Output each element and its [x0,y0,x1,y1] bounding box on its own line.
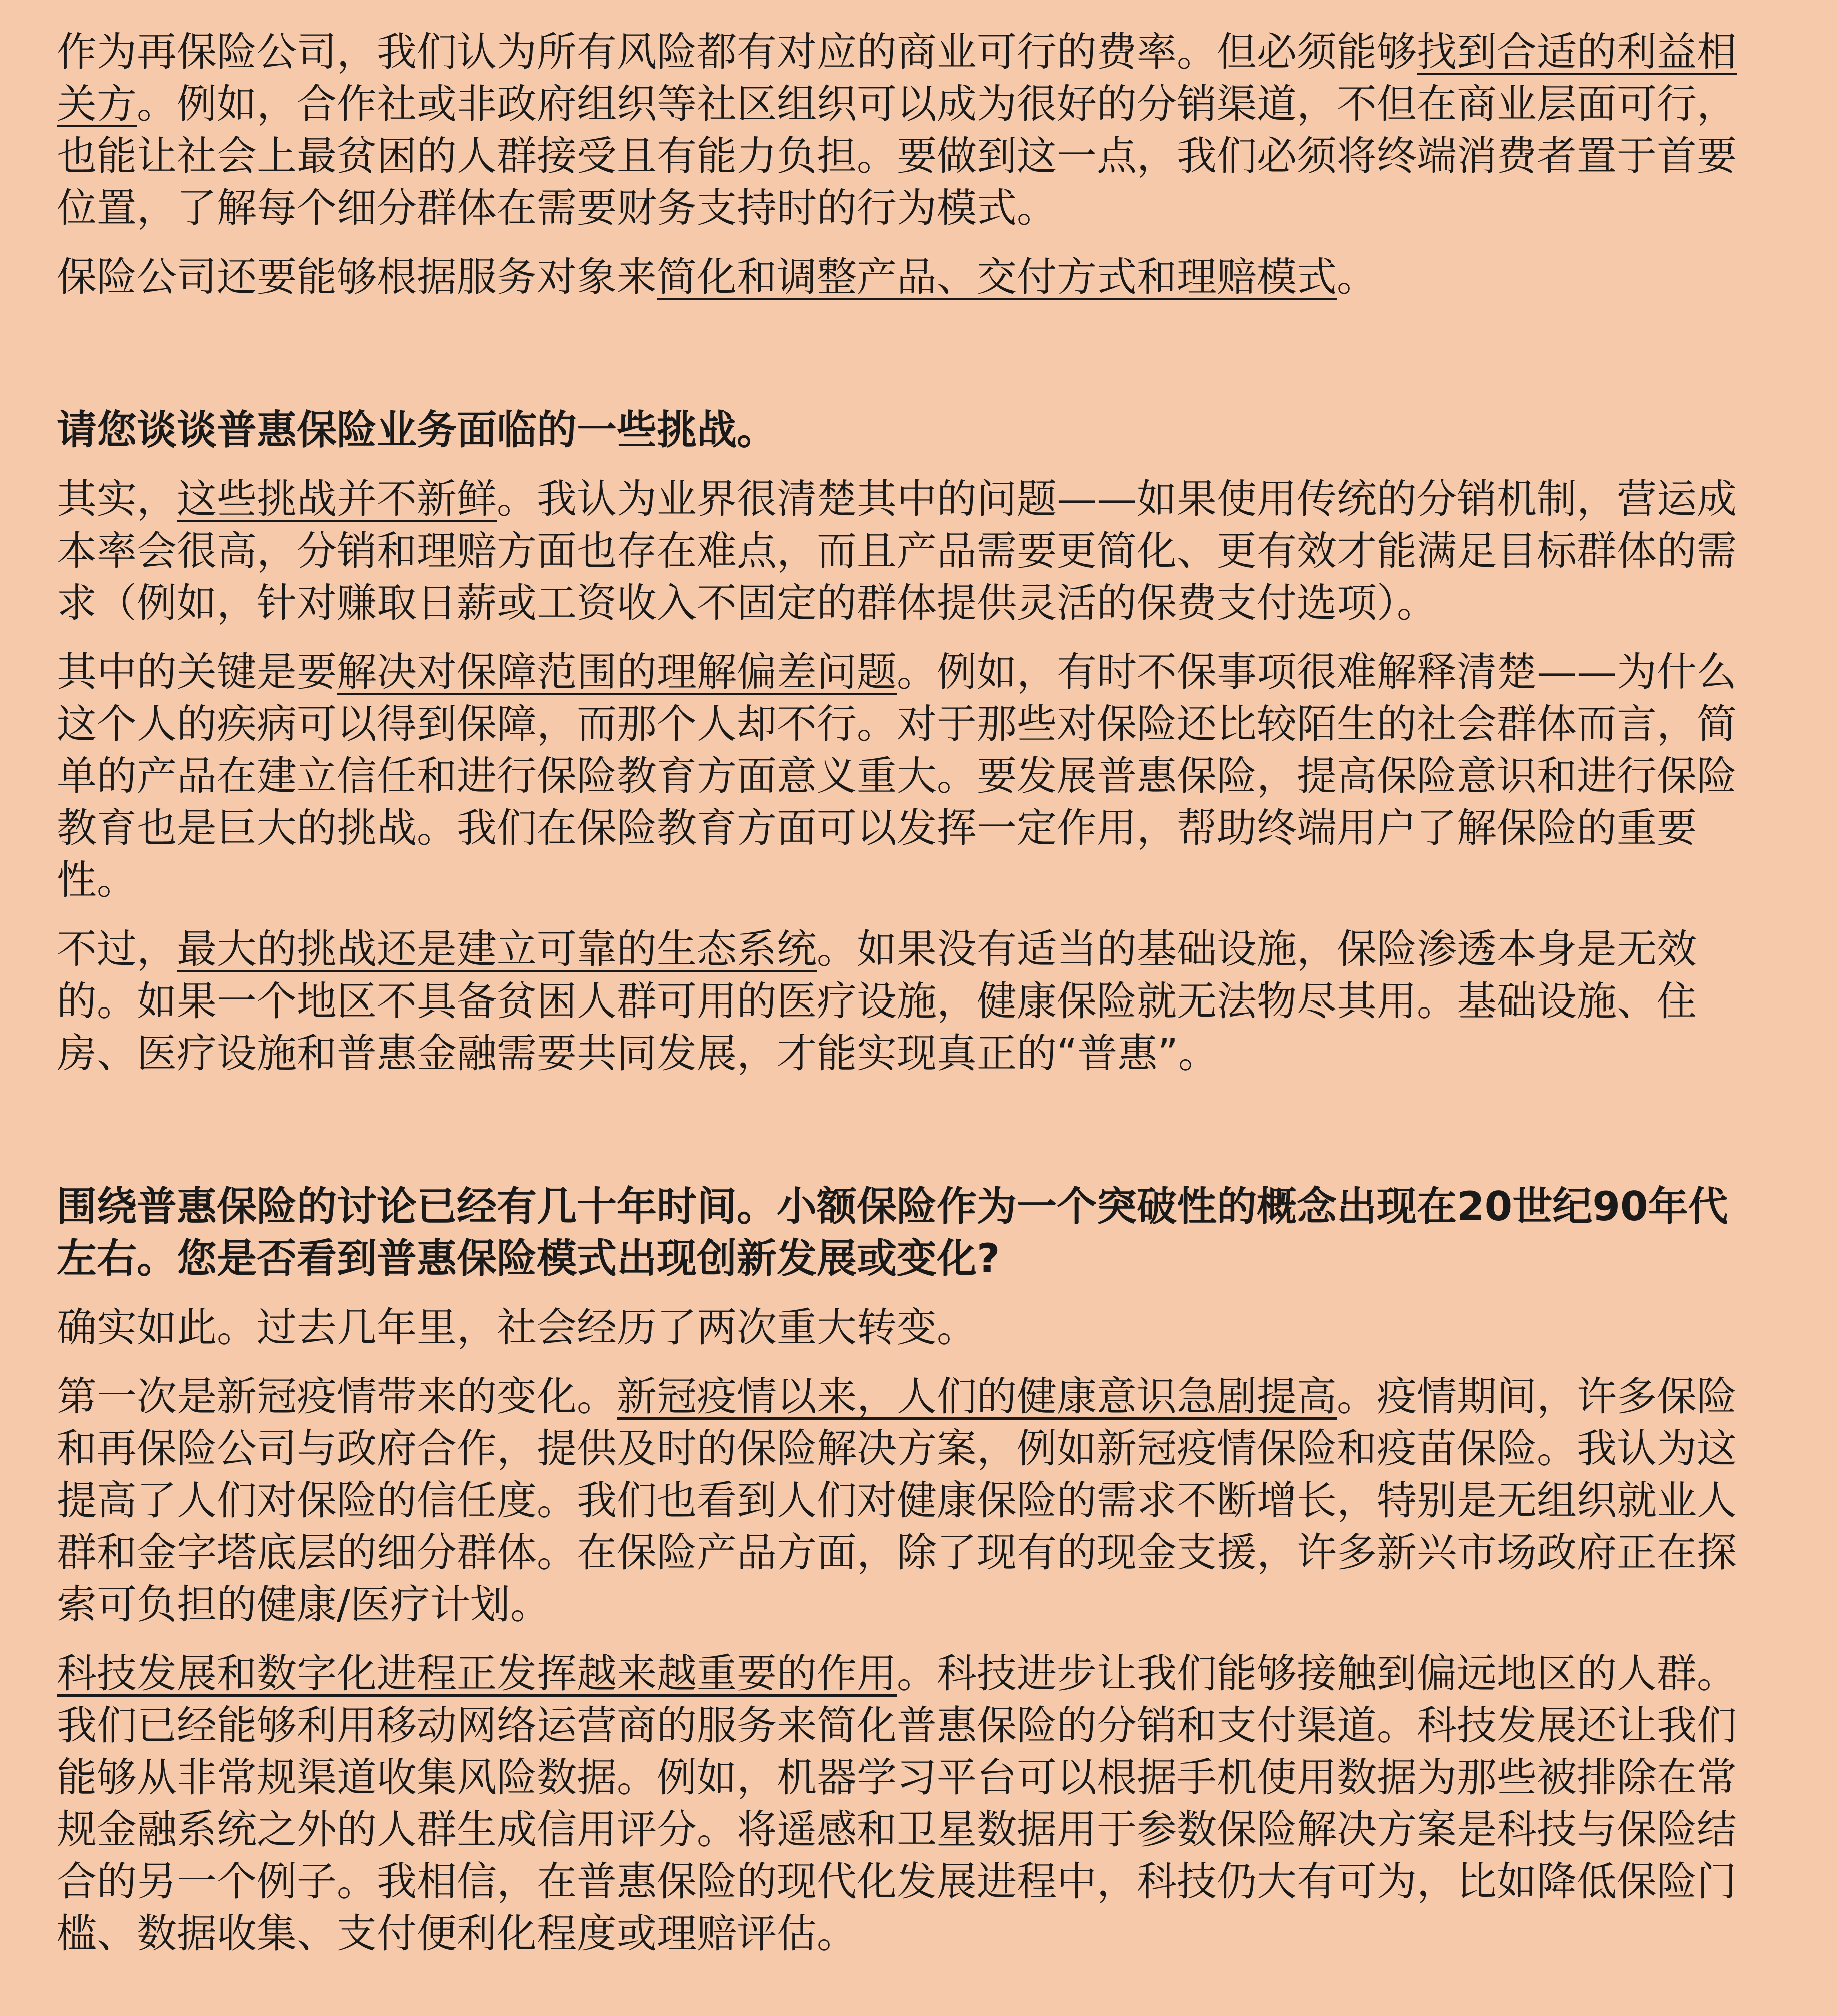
text-run: 。疫情期间，许多保险和再保险公司与政府合作，提供及时的保险解决方案，例如新冠疫情保险和疫苗保险。我认为这提高了人们对保险的信任度。我们也看到人们对健康保险的需求不断增长，特别是无组织就业人群和金字塔底层的细分群体。在保险产品方面，除了现有的现金支援，许多新兴市场政府正在探索可负担的健康/医疗计划。 [57,1373,1737,1628]
underlined-phrase: 这些挑战并不新鲜 [177,476,497,522]
text-run: 确实如此。过去几年里，社会经历了两次重大转变。 [57,1304,977,1351]
text-run: 。例如，合作社或非政府组织等社区组织可以成为很好的分销渠道，不但在商业层面可行，也能让社会上最贫困的人群接受且有能力负担。要做到这一点，我们必须将终端消费者置于首要位置，了解每个细分群体在需要财务支持时的行为模式。 [57,81,1737,231]
paragraph [57,1648,1767,1960]
underlined-phrase: 解决对保障范围的理解偏差问题 [337,649,897,695]
underlined-phrase: 新冠疫情以来，人们的健康意识急剧提高 [617,1373,1337,1420]
text-run: 。科技进步让我们能够接触到偏远地区的人群。我们已经能够利用移动网络运营商的服务来简化普惠保险的分销和支付渠道。科技发展还让我们能够从非常规渠道收集风险数据。例如，机器学习平台可以根据手机使用数据为那些被排除在常规金融系统之外的人群生成信用评分。将遥感和卫星数据用于参数保险解决方案是科技与保险结合的另一个例子。我相信，在普惠保险的现代化发展进程中，科技仍大有可为，比如降低保险门槛、数据收集、支付便利化程度或理赔评估。 [57,1650,1737,1957]
text-run: 其中的关键是要 [57,649,337,695]
section-spacer [57,1097,1767,1181]
section-spacer [57,320,1767,404]
paragraph [57,1302,1767,1354]
text-run: 其实， [57,476,177,522]
question-heading: 围绕普惠保险的讨论已经有几十年时间。小额保险作为一个突破性的概念出现在20世纪90年代左右。您是否看到普惠保险模式出现创新发展或变化? [57,1183,1728,1282]
text-run: 作为再保险公司，我们认为所有风险都有对应的商业可行的费率。但必须能够 [57,29,1417,75]
text-run: 。如果没有适当的基础设施，保险渗透本身是无效的。如果一个地区不具备贫困人群可用的医疗设施，健康保险就无法物尽其用。基础设施、住房、医疗设施和普惠金融需要共同发展，才能实现真正的“普惠”。 [57,926,1697,1077]
section-intro [57,26,1767,303]
underlined-phrase: 最大的挑战还是建立可靠的生态系统 [177,926,817,972]
paragraph [57,923,1767,1080]
text-run: 第一次是新冠疫情带来的变化。 [57,1373,617,1420]
underlined-phrase: 简化和调整产品、交付方式和理赔模式 [657,254,1337,300]
text-run: 不过， [57,926,177,972]
text-run: 。例如，有时不保事项很难解释清楚——为什么这个人的疾病可以得到保障，而那个人却不行。对于那些对保险还比较陌生的社会群体而言，简单的产品在建立信任和进行保险教育方面意义重大。要发展普惠保险，提高保险意识和进行保险教育也是巨大的挑战。我们在保险教育方面可以发挥一定作用，帮助终端用户了解保险的重要性。 [57,649,1737,903]
paragraph [57,251,1767,303]
text-run: 。 [1337,254,1377,300]
section-challenges [57,404,1767,1080]
underlined-phrase: 科技发展和数字化进程正发挥越来越重要的作用 [57,1650,897,1697]
underlined-phrase: 找到合适的利益相关方 [57,29,1737,127]
paragraph [57,26,1767,234]
section-innovation [57,1181,1767,1960]
article-body [57,26,1767,1977]
text-run: 保险公司还要能够根据服务对象来 [57,254,657,300]
question-heading: 请您谈谈普惠保险业务面临的一些挑战。 [57,407,777,453]
paragraph [57,1371,1767,1631]
paragraph [57,473,1767,629]
paragraph [57,646,1767,906]
text-run: 。我认为业界很清楚其中的问题——如果使用传统的分销机制，营运成本率会很高，分销和理赔方面也存在难点，而且产品需要更简化、更有效才能满足目标群体的需求（例如，针对赚取日薪或工资收入不固定的群体提供灵活的保费支付选项）。 [57,476,1737,626]
